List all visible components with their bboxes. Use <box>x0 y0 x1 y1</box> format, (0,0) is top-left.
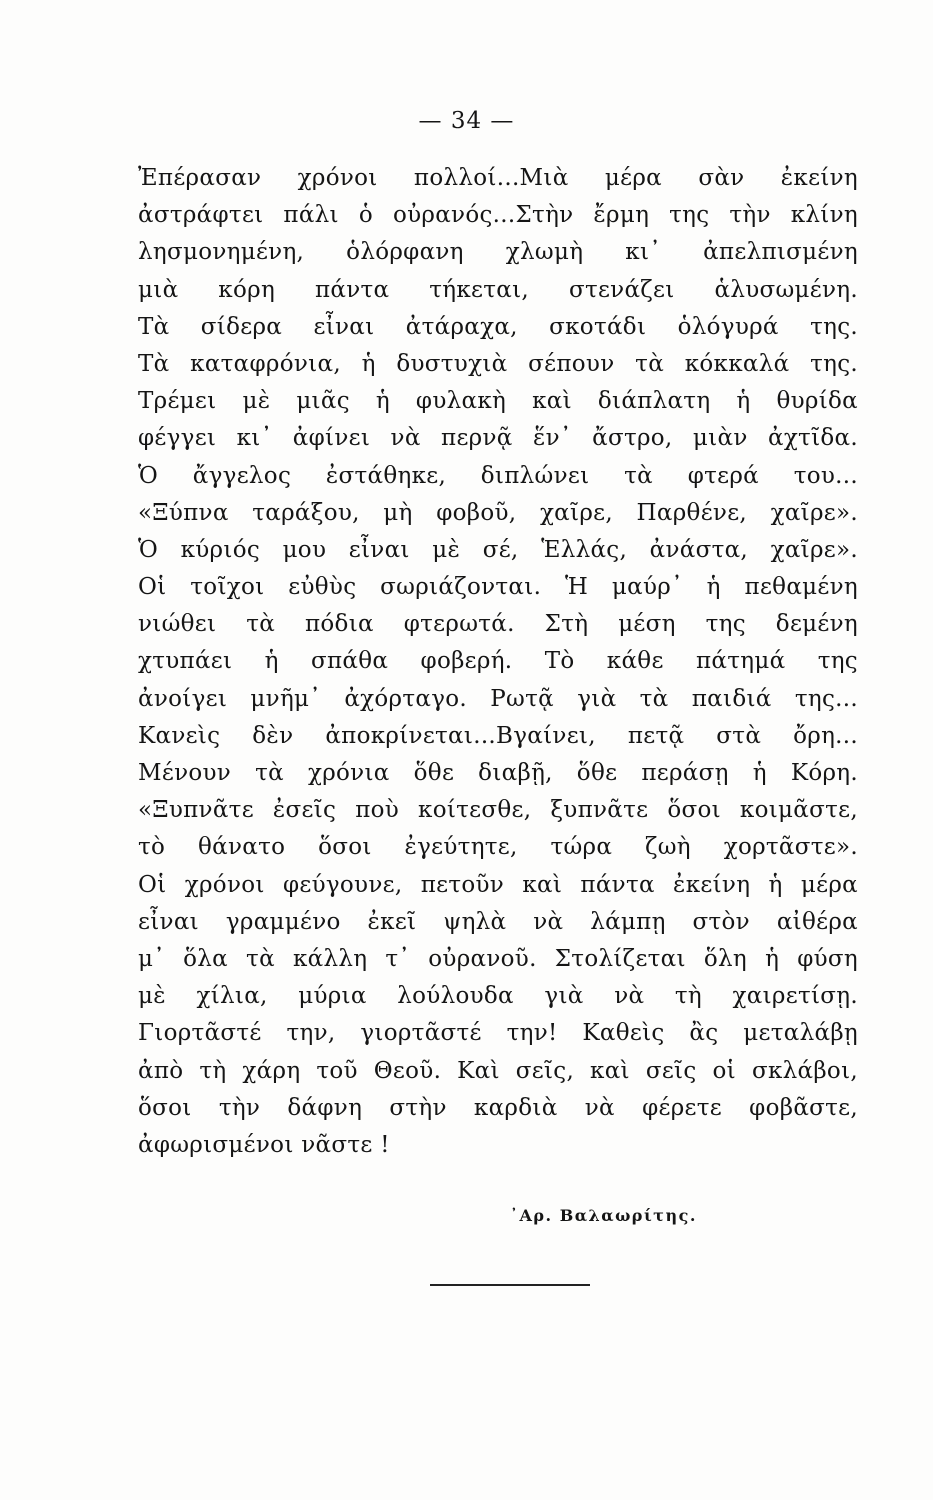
poem-line: Τὰ σίδερα εἶναι ἀτάραχα, σκοτάδι ὁλόγυρά της. <box>138 313 858 340</box>
page-number: — 34 — <box>418 108 515 134</box>
poem-line: «Ξύπνα ταράξου, μὴ φοβοῦ, χαῖρε, Παρθένε, χαῖρε». <box>138 499 858 526</box>
poem-line: ἀφωρισμένοι νᾶστε ! <box>138 1131 390 1158</box>
poem-line: μὲ χίλια, μύρια λούλουδα γιὰ νὰ τὴ χαιρετίσῃ. <box>138 983 858 1010</box>
poem-line: Τὰ καταφρόνια, ἡ δυστυχιὰ σέπουν τὰ κόκκαλά της. <box>138 350 858 377</box>
poem-line: Κανεὶς δὲν ἀποκρίνεται...Βγαίνει, πετᾷ στὰ ὄρη... <box>138 722 858 749</box>
poem-line: Ἐπέρασαν χρόνοι πολλοί...Μιὰ μέρα σὰν ἐκείνη <box>138 165 858 191</box>
poem-line: ἀπὸ τὴ χάρη τοῦ Θεοῦ. Καὶ σεῖς, καὶ σεῖς οἱ σκλάβοι, <box>138 1057 858 1084</box>
poem-line: Γιορτᾶστέ την, γιορτᾶστέ την! Καθεὶς ἂς μεταλάβῃ <box>138 1020 858 1047</box>
poem-text <box>138 160 858 1164</box>
poem-line: ἀστράφτει πάλι ὁ οὐρανός...Στὴν ἔρμη της τὴν κλίνη <box>138 202 858 229</box>
poem-line: μ᾽ ὅλα τὰ κάλλη τ᾽ οὐρανοῦ. Στολίζεται ὅλη ἡ φύση <box>138 945 858 972</box>
poem-line: Οἱ χρόνοι φεύγουνε, πετοῦν καὶ πάντα ἐκείνη ἡ μέρα <box>138 871 858 898</box>
poem-line: λησμονημένη, ὁλόρφανη χλωμὴ κι᾽ ἀπελπισμένη <box>138 239 858 266</box>
poem-line: εἶναι γραμμένο ἐκεῖ ψηλὰ νὰ λάμπῃ στὸν αἰθέρα <box>138 908 858 935</box>
poem-line: Ὁ κύριός μου εἶναι μὲ σέ, Ἑλλάς, ἀνάστα, χαῖρε». <box>138 536 858 563</box>
poem-line: τὸ θάνατο ὅσοι ἐγεύτητε, τώρα ζωὴ χορτᾶστε». <box>138 834 858 861</box>
author-signature: ᾽Αρ. Βαλαωρίτης. <box>510 1206 697 1225</box>
end-divider <box>430 1284 590 1286</box>
poem-line: Τρέμει μὲ μιᾶς ἡ φυλακὴ καὶ διάπλατη ἡ θυρίδα <box>138 388 858 415</box>
poem-line: Ὁ ἄγγελος ἐστάθηκε, διπλώνει τὰ φτερά του... <box>138 462 858 489</box>
poem-line: ἀνοίγει μνῆμ᾽ ἀχόρταγο. Ρωτᾷ γιὰ τὰ παιδιά της... <box>138 685 858 712</box>
poem-line: Μένουν τὰ χρόνια ὅθε διαβῇ, ὅθε περάσῃ ἡ Κόρη. <box>138 760 858 786</box>
poem-line: νιώθει τὰ πόδια φτερωτά. Στὴ μέση της δεμένη <box>138 611 858 638</box>
poem-line: χτυπάει ἡ σπάθα φοβερή. Τὸ κάθε πάτημά της <box>138 648 858 675</box>
poem-line: φέγγει κι᾽ ἀφίνει νὰ περνᾷ ἕν᾽ ἄστρο, μιὰν ἀχτῖδα. <box>138 425 858 452</box>
poem-line: «Ξυπνᾶτε ἐσεῖς ποὺ κοίτεσθε, ξυπνᾶτε ὅσοι κοιμᾶστε, <box>138 797 858 824</box>
poem-line: ὅσοι τὴν δάφνη στὴν καρδιὰ νὰ φέρετε φοβᾶστε, <box>138 1094 858 1121</box>
poem-line: μιὰ κόρη πάντα τήκεται, στενάζει ἁλυσωμένη. <box>138 276 858 303</box>
poem-line: Οἱ τοῖχοι εὐθὺς σωριάζονται. Ἡ μαύρ᾽ ἡ πεθαμένη <box>138 574 858 601</box>
